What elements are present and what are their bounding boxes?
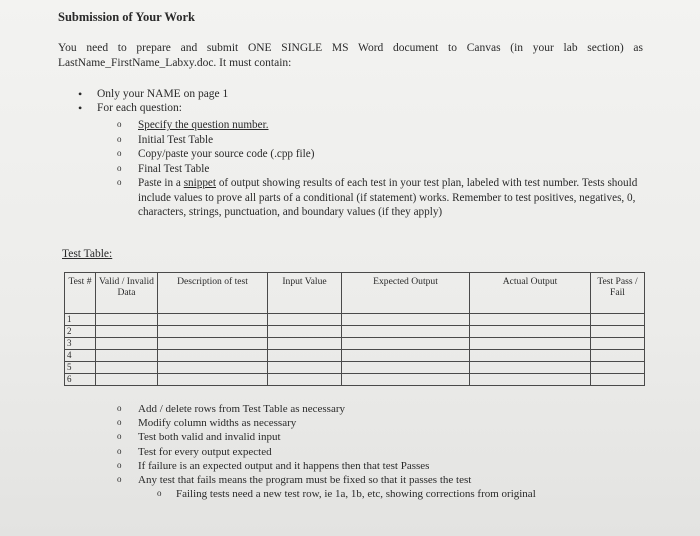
sub-item-final-table: o Final Test Table (114, 162, 644, 177)
table-header-row (65, 273, 645, 314)
intro-paragraph: You need to prepare and submit ONE SINGLE MS Word document to Canvas (in your lab section) as LastName_FirstName_Labxy.doc. It must contain: (58, 42, 643, 69)
table-notes-list (114, 402, 654, 501)
row-number: 5 (65, 362, 96, 374)
table-row (65, 326, 645, 338)
note-item: o Any test that fails means the program must be fixed so that it passes the test (114, 473, 654, 487)
row-number: 4 (65, 350, 96, 362)
note-item: o Add / delete rows from Test Table as necessary (114, 402, 654, 416)
note-item: o Test both valid and invalid input (114, 430, 654, 444)
snippet-post: of output showing results of each test in your test plan, labeled with test number. Tests should include values to prove all parts of a conditional (if statement) works. Remember to test positives, negatives, 0, characters, strings, punctuation, and boundary values (if they apply) (138, 177, 638, 218)
row-number: 3 (65, 338, 96, 350)
table-row (65, 314, 645, 326)
header-input: Input Value (268, 273, 342, 314)
header-actual: Actual Output (470, 273, 591, 314)
test-table (64, 272, 645, 386)
bullet-each-question: • For each question: (78, 101, 228, 115)
sub-item-initial-table: o Initial Test Table (114, 133, 644, 148)
question-sub-list (114, 118, 644, 220)
sub-item-source-code: o Copy/paste your source code (.cpp file) (114, 147, 644, 162)
snippet-word: snippet (183, 177, 217, 189)
test-table-label: Test Table: (62, 248, 113, 260)
row-number: 2 (65, 326, 96, 338)
sub-item-snippet (114, 176, 644, 220)
header-test-num: Test # (65, 273, 96, 314)
table-row (65, 374, 645, 386)
note-sub-item: o Failing tests need a new test row, ie 1a, 1b, etc, showing corrections from original (114, 487, 654, 501)
bullet-name: • Only your NAME on page 1 (78, 87, 228, 101)
note-item: o Test for every output expected (114, 445, 654, 459)
snippet-pre: Paste in a (138, 177, 184, 189)
page-title: Submission of Your Work (58, 10, 195, 24)
row-number: 1 (65, 314, 96, 326)
header-expected: Expected Output (342, 273, 470, 314)
requirements-list (78, 87, 228, 115)
header-valid: Valid / Invalid Data (96, 273, 158, 314)
row-number: 6 (65, 374, 96, 386)
table-row (65, 338, 645, 350)
note-item: o If failure is an expected output and it happens then that test Passes (114, 459, 654, 473)
table-row (65, 362, 645, 374)
table-row (65, 350, 645, 362)
note-item: o Modify column widths as necessary (114, 416, 654, 430)
header-pass-fail: Test Pass / Fail (591, 273, 645, 314)
header-description: Description of test (158, 273, 268, 314)
sub-item-question-number: o Specify the question number. (114, 118, 644, 133)
